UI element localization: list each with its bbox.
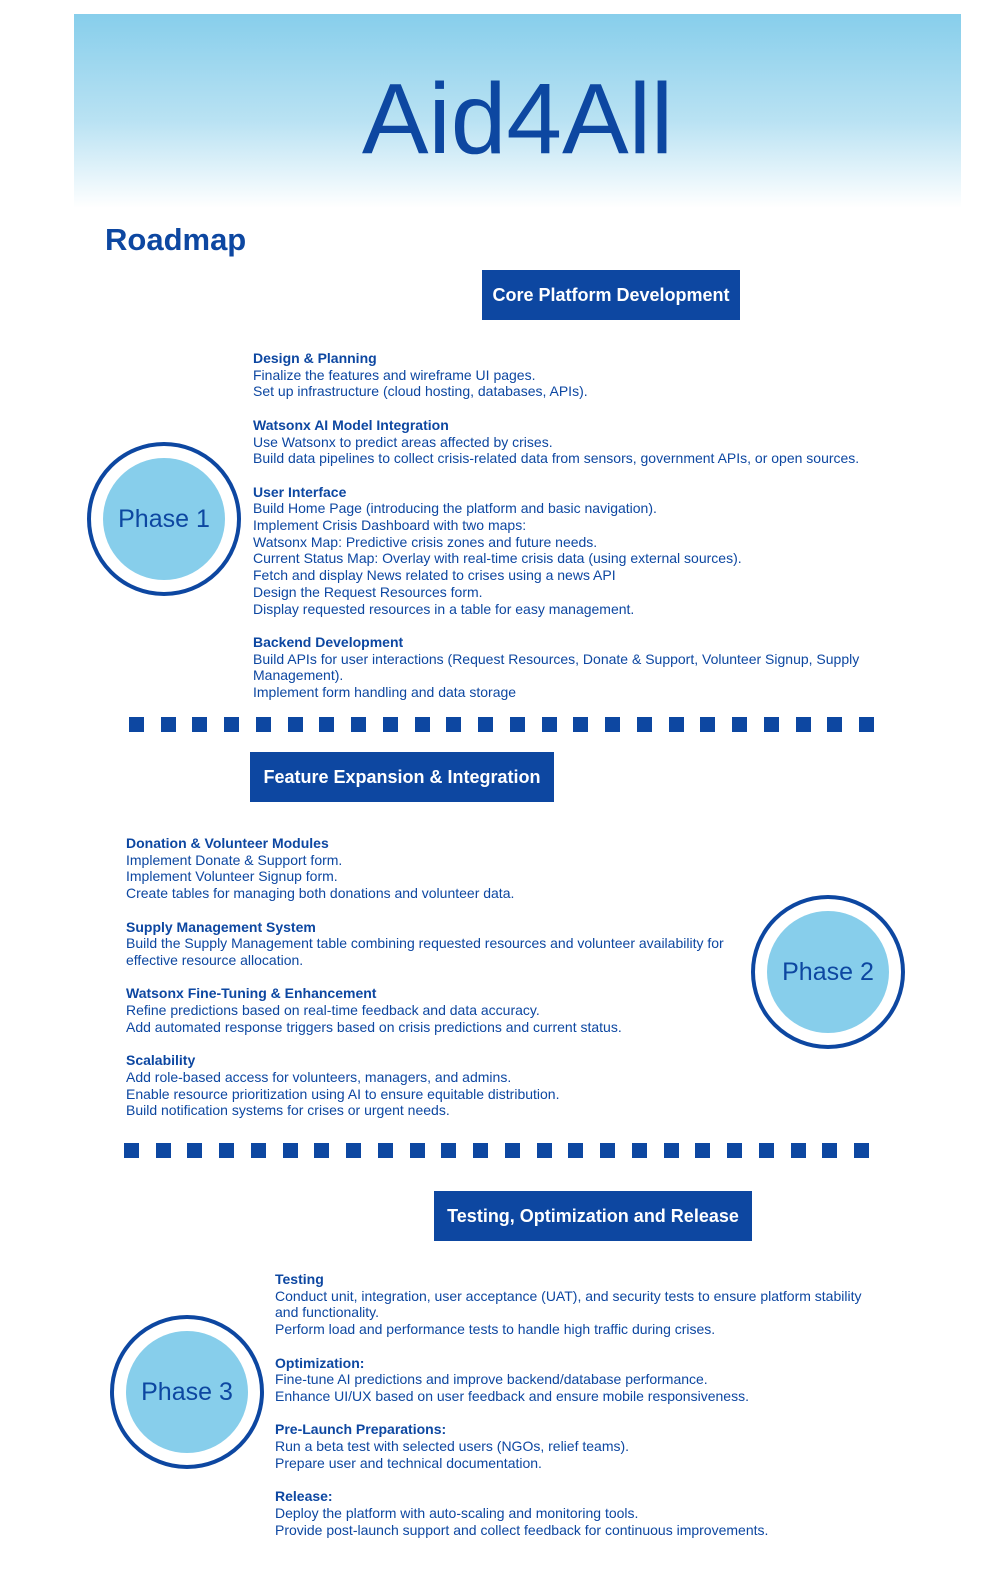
divider-square <box>478 717 493 732</box>
roadmap-heading: Roadmap <box>105 222 247 257</box>
section-line: Enhance UI/UX based on user feedback and ensure mobile responsiveness. <box>275 1387 749 1404</box>
divider-square <box>854 1143 869 1158</box>
divider-square <box>129 717 144 732</box>
section-line: Use Watsonx to predict areas affected by crises. <box>253 433 553 450</box>
phase-2-badge <box>751 895 905 1049</box>
divider-square <box>415 717 430 732</box>
phase-2-label: Phase 2 <box>767 911 889 1033</box>
phase-1-header: Core Platform Development <box>482 270 740 320</box>
divider-square <box>446 717 461 732</box>
section-line: Create tables for managing both donations and volunteer data. <box>126 885 515 902</box>
phase-3-badge <box>110 1315 264 1469</box>
divider-square <box>791 1143 806 1158</box>
divider-square <box>219 1143 234 1158</box>
divider-square <box>542 717 557 732</box>
divider-square <box>568 1143 583 1158</box>
section-line: Fetch and display News related to crises using a news API <box>253 567 616 584</box>
divider-square <box>378 1143 393 1158</box>
divider-square <box>319 717 334 732</box>
section-line: Set up infrastructure (cloud hosting, databases, APIs). <box>253 383 588 400</box>
section-title: Design & Planning <box>253 350 377 366</box>
section-line: Build notification systems for crises or urgent needs. <box>126 1102 450 1119</box>
divider-square <box>700 717 715 732</box>
section-line: Build data pipelines to collect crisis-related data from sensors, government APIs, or open sources. <box>253 450 860 467</box>
roadmap-section <box>253 350 863 400</box>
roadmap-section <box>253 417 863 467</box>
section-title: Scalability <box>126 1052 196 1069</box>
roadmap-section <box>126 1052 736 1119</box>
divider-square <box>441 1143 456 1158</box>
divider-square <box>346 1143 361 1158</box>
phase-divider <box>129 717 874 732</box>
divider-square <box>796 717 811 732</box>
phase-1-label: Phase 1 <box>103 458 225 580</box>
divider-square <box>192 717 207 732</box>
divider-square <box>573 717 588 732</box>
divider-square <box>124 1143 139 1158</box>
divider-square <box>764 717 779 732</box>
phase-1-badge <box>87 442 241 596</box>
section-line: Implement form handling and data storage <box>253 684 517 701</box>
roadmap-section <box>275 1421 875 1471</box>
roadmap-section <box>253 484 863 618</box>
section-title: User Interface <box>253 483 347 500</box>
divider-square <box>251 1143 266 1158</box>
divider-square <box>283 1143 298 1158</box>
section-line: Perform load and performance tests to handle high traffic during crises. <box>275 1321 716 1338</box>
section-title: Watsonx AI Model Integration <box>253 416 449 433</box>
divider-square <box>727 1143 742 1158</box>
section-line: Display requested resources in a table for easy management. <box>253 600 635 617</box>
section-line: Deploy the platform with auto-scaling and monitoring tools. <box>275 1504 639 1521</box>
divider-square <box>161 717 176 732</box>
section-line: Current Status Map: Overlay with real-time crisis data (using external sources). <box>253 550 742 567</box>
divider-square <box>859 717 874 732</box>
phase-divider <box>124 1143 869 1158</box>
section-line: Provide post-launch support and collect feedback for continuous improvements. <box>275 1521 769 1538</box>
divider-square <box>732 717 747 732</box>
section-line: Prepare user and technical documentation. <box>275 1454 542 1471</box>
divider-square <box>600 1143 615 1158</box>
section-line: Implement Crisis Dashboard with two maps: <box>253 517 527 533</box>
divider-square <box>473 1143 488 1158</box>
phase-1-sections <box>253 350 863 717</box>
phase-3-label: Phase 3 <box>126 1331 248 1453</box>
title-banner <box>74 14 961 208</box>
section-line: Build APIs for user interactions (Request Resources, Donate & Support, Volunteer Signup, Supply Management). <box>253 650 860 684</box>
section-line: Run a beta test with selected users (NGOs, relief teams). <box>275 1438 630 1454</box>
section-title: Optimization: <box>275 1354 365 1371</box>
divider-square <box>827 717 842 732</box>
divider-square <box>632 1143 647 1158</box>
divider-square <box>256 717 271 732</box>
roadmap-section <box>275 1488 875 1538</box>
section-line: Finalize the features and wireframe UI pages. <box>253 366 536 383</box>
divider-square <box>187 1143 202 1158</box>
divider-square <box>822 1143 837 1158</box>
divider-square <box>224 717 239 732</box>
section-line: Fine-tune AI predictions and improve backend/database performance. <box>275 1371 708 1388</box>
phase-2-sections <box>126 835 736 1136</box>
divider-square <box>695 1143 710 1158</box>
divider-square <box>288 717 303 732</box>
roadmap-section <box>126 919 736 969</box>
divider-square <box>156 1143 171 1158</box>
section-title: Watsonx Fine-Tuning & Enhancement <box>126 985 377 1002</box>
section-title: Supply Management System <box>126 918 316 935</box>
divider-square <box>410 1143 425 1158</box>
divider-square <box>759 1143 774 1158</box>
section-line: Build Home Page (introducing the platform and basic navigation). <box>253 500 657 517</box>
app-title: Aid4All <box>361 63 674 175</box>
roadmap-section <box>275 1271 875 1338</box>
divider-square <box>637 717 652 732</box>
section-line: Watsonx Map: Predictive crisis zones and future needs. <box>253 533 598 550</box>
section-line: Conduct unit, integration, user acceptance (UAT), and security tests to ensure platform stability and functionality. <box>275 1287 862 1321</box>
section-line: Implement Donate & Support form. <box>126 851 343 868</box>
roadmap-section <box>126 835 736 902</box>
divider-square <box>510 717 525 732</box>
section-line: Add automated response triggers based on crisis predictions and current status. <box>126 1018 622 1035</box>
divider-square <box>383 717 398 732</box>
section-title: Pre-Launch Preparations: <box>275 1421 447 1438</box>
section-line: Refine predictions based on real-time feedback and data accuracy. <box>126 1002 540 1018</box>
section-line: Add role-based access for volunteers, managers, and admins. <box>126 1068 512 1085</box>
section-title: Release: <box>275 1488 333 1505</box>
section-line: Build the Supply Management table combining requested resources and volunteer availability for effective resource allocation. <box>126 935 724 968</box>
roadmap-section <box>275 1355 875 1405</box>
roadmap-section <box>126 985 736 1035</box>
divider-square <box>537 1143 552 1158</box>
divider-square <box>605 717 620 732</box>
divider-square <box>505 1143 520 1158</box>
section-line: Implement Volunteer Signup form. <box>126 868 338 885</box>
section-title: Donation & Volunteer Modules <box>126 835 329 851</box>
section-line: Enable resource prioritization using AI to ensure equitable distribution. <box>126 1085 560 1102</box>
divider-square <box>314 1143 329 1158</box>
section-title: Backend Development <box>253 633 404 650</box>
section-line: Design the Request Resources form. <box>253 583 483 600</box>
divider-square <box>664 1143 679 1158</box>
phase-2-header: Feature Expansion & Integration <box>250 752 554 802</box>
divider-square <box>669 717 684 732</box>
phase-3-header: Testing, Optimization and Release <box>434 1191 752 1241</box>
roadmap-section <box>253 634 863 701</box>
phase-3-sections <box>275 1271 875 1555</box>
divider-square <box>351 717 366 732</box>
section-title: Testing <box>275 1271 324 1287</box>
